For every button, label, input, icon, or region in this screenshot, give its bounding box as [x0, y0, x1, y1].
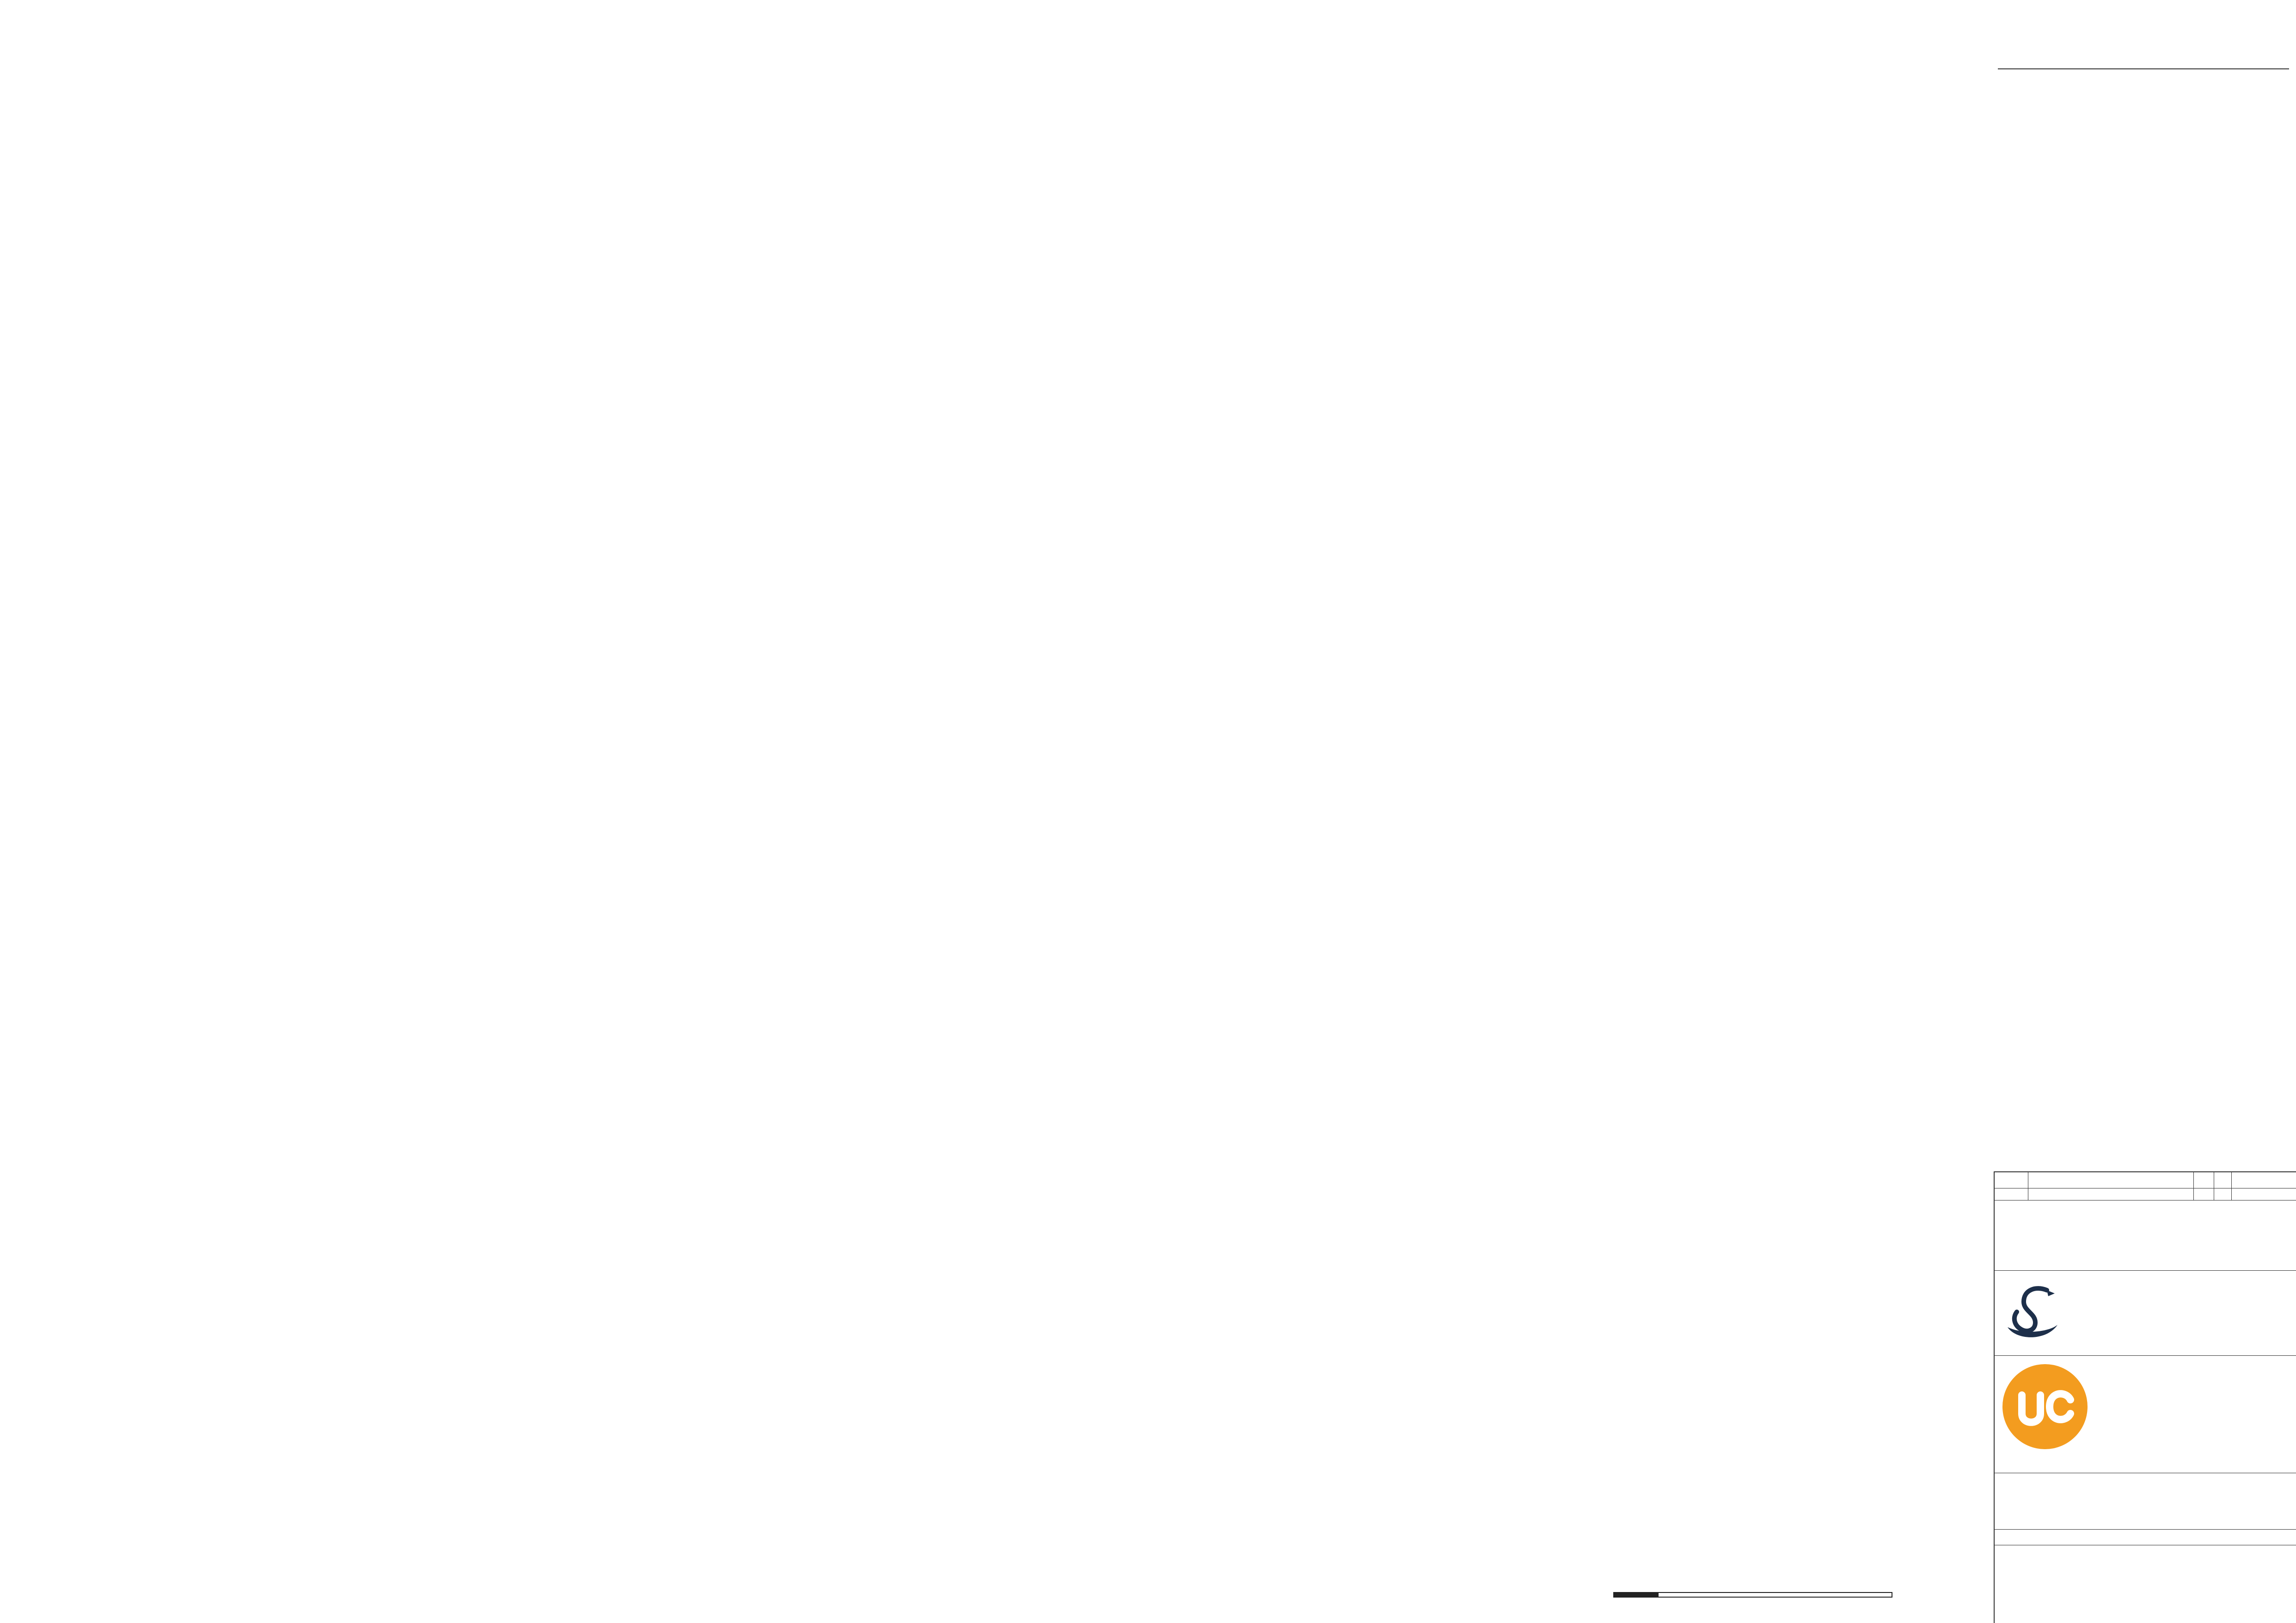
title-block: [1994, 1171, 2296, 1623]
revision-row: [1995, 1172, 2296, 1188]
umc-logo-icon: [2001, 1363, 2089, 1451]
tb-divider: [1995, 1355, 2296, 1356]
swan-logo-icon: [2003, 1283, 2063, 1343]
scale-bar-graphic: [1613, 1592, 1892, 1598]
tb-divider: [1995, 1529, 2296, 1530]
rev-col-lines: [2231, 1172, 2232, 1200]
tb-divider: [1995, 1270, 2296, 1271]
rev-col-lines: [2193, 1172, 2194, 1200]
revision-header: [1995, 1188, 2296, 1200]
